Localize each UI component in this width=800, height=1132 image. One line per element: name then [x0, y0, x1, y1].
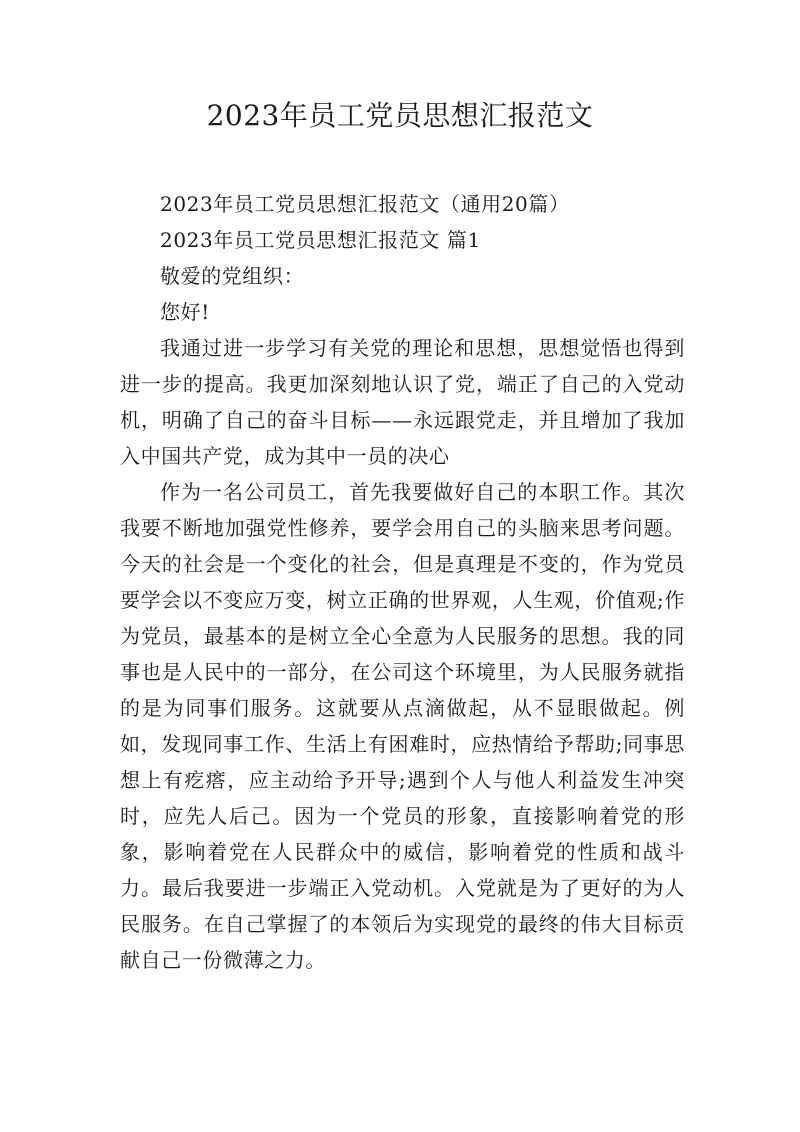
- document-body: [120, 186, 685, 978]
- section-heading: 2023年员工党员思想汇报范文 篇1: [160, 228, 481, 252]
- document-title: 2023年员工党员思想汇报范文: [206, 99, 594, 132]
- body-paragraph: 作为一名公司员工，首先我要做好自己的本职工作。其次我要不断地加强党性修养，要学会用自己的头脑来思考问题。今天的社会是一个变化的社会，但是真理是不变的，作为党员要学会以不变应万变，树立正确的世界观，人生观，价值观;作为党员，最基本的是树立全心全意为人民服务的思想。我的同事也是人民中的一部分，在公司这个环境里，为人民服务就指的是为同事们服务。这就要从点滴做起，从不显眼做起。例如，发现同事工作、生活上有困难时，应热情给予帮助;同事思想上有疙瘩，应主动给予开导;遇到个人与他人利益发生冲突时，应先人后己。因为一个党员的形象，直接影响着党的形象，影响着党在人民群众中的威信，影响着党的性质和战斗力。最后我要进一步端正入党动机。入党就是为了更好的为人民服务。在自己掌握了的本领后为实现党的最终的伟大目标贡献自己一份微薄之力。: [120, 480, 685, 972]
- greeting: 您好!: [160, 300, 210, 324]
- subtitle-paragraph: 2023年员工党员思想汇报范文（通用20篇）: [160, 192, 570, 216]
- body-paragraph: 我通过进一步学习有关党的理论和思想，思想觉悟也得到进一步的提高。我更加深刻地认识了党，端正了自己的入党动机，明确了自己的奋斗目标——永远跟党走，并且增加了我加入中国共产党，成为其中一员的决心: [120, 336, 685, 468]
- salutation: 敬爱的党组织：: [160, 264, 305, 288]
